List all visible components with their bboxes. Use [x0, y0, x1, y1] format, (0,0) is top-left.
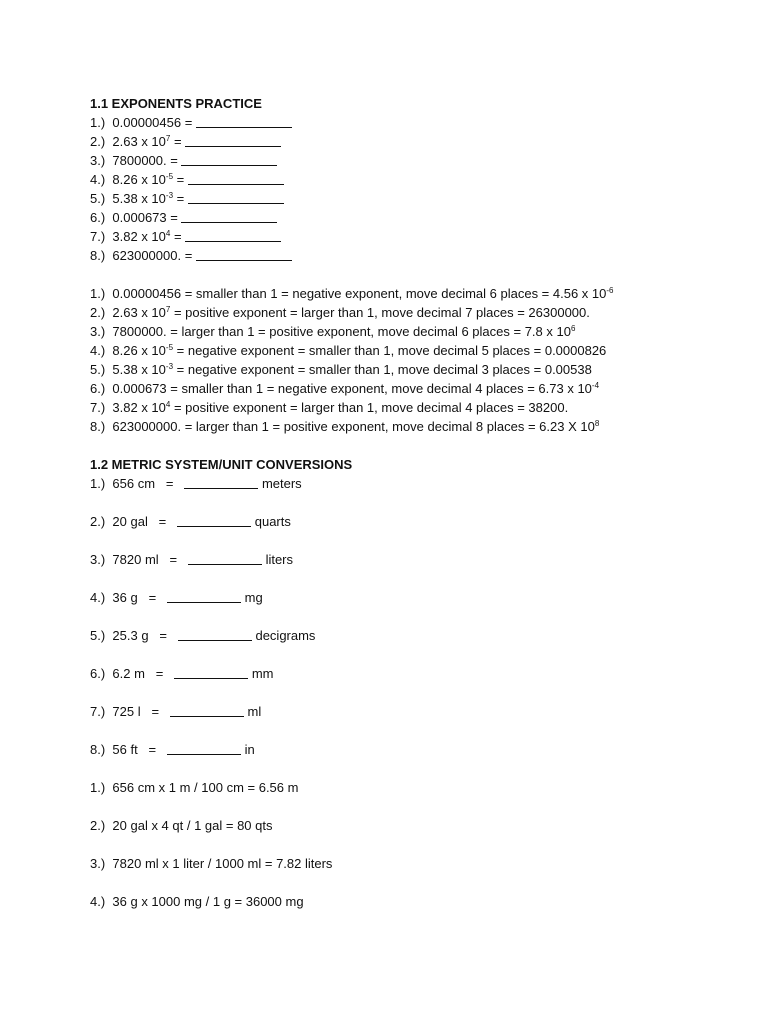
- question-value: 25.3 g: [112, 628, 149, 643]
- target-unit: ml: [247, 704, 262, 719]
- question-number: 4.): [90, 172, 106, 187]
- answer-number: 4.): [90, 894, 106, 909]
- question-number: 6.): [90, 210, 106, 225]
- exponent-superscript: -5: [165, 343, 174, 352]
- answer-number: 1.): [90, 780, 106, 795]
- conversion-question: [90, 512, 730, 531]
- question-text: 0.000673 =: [112, 210, 178, 225]
- answer-blank[interactable]: [170, 705, 244, 717]
- answer-text: 0.00000456 = smaller than 1 = negative exponent, move decimal 6 places = 4.56 x 10: [112, 286, 607, 301]
- exponent-superscript: 7: [165, 305, 171, 314]
- answer-text-continued: = positive exponent = larger than 1, move decimal 7 places = 26300000.: [170, 305, 590, 320]
- answer-text: 7820 ml x 1 liter / 1000 ml = 7.82 liters: [112, 856, 333, 871]
- question-number: 7.): [90, 229, 106, 244]
- exponent-superscript: -6: [606, 286, 614, 295]
- answer-number: 3.): [90, 856, 106, 871]
- answer-text: 5.38 x 10: [112, 362, 166, 377]
- answer-text: 623000000. = larger than 1 = positive exponent, move decimal 8 places = 6.23 X 10: [112, 419, 595, 434]
- exponent-question: [90, 113, 730, 132]
- answer-text-continued: = negative exponent = smaller than 1, move decimal 3 places = 0.00538: [173, 362, 592, 377]
- question-number: 1.): [90, 115, 106, 130]
- target-unit: quarts: [254, 514, 291, 529]
- question-number: 2.): [90, 134, 106, 149]
- exponents-heading: 1.1 EXPONENTS PRACTICE: [90, 96, 262, 111]
- question-value: 6.2 m: [112, 666, 145, 681]
- spacer: [90, 531, 730, 550]
- exponent-superscript: 4: [165, 400, 171, 409]
- exponent-answer: [90, 417, 730, 436]
- answer-number: 3.): [90, 324, 106, 339]
- question-text: 5.38 x 10: [112, 191, 166, 206]
- conversion-answers-list: [90, 778, 730, 911]
- exponent-question: [90, 132, 730, 151]
- answer-number: 5.): [90, 362, 106, 377]
- worksheet-content: [90, 94, 730, 911]
- question-number: 6.): [90, 666, 106, 681]
- answer-text: 2.63 x 10: [112, 305, 166, 320]
- equals-sign: =: [158, 514, 167, 529]
- target-unit: decigrams: [255, 628, 316, 643]
- conversion-question: [90, 474, 730, 493]
- answer-text-continued: = negative exponent = smaller than 1, move decimal 5 places = 0.0000826: [173, 343, 607, 358]
- answer-text: 7800000. = larger than 1 = positive exponent, move decimal 6 places = 7.8 x 10: [112, 324, 571, 339]
- exponent-question: [90, 208, 730, 227]
- answer-blank[interactable]: [196, 249, 292, 261]
- answer-blank[interactable]: [188, 553, 262, 565]
- answer-text-continued: = positive exponent = larger than 1, move decimal 4 places = 38200.: [170, 400, 569, 415]
- answer-blank[interactable]: [178, 629, 252, 641]
- exponent-superscript: 7: [165, 134, 171, 143]
- question-number: 3.): [90, 153, 106, 168]
- exponent-question: [90, 246, 730, 265]
- answer-blank[interactable]: [177, 515, 251, 527]
- answer-text: 36 g x 1000 mg / 1 g = 36000 mg: [112, 894, 304, 909]
- exponent-answer: [90, 341, 730, 360]
- exponent-superscript: -3: [165, 191, 174, 200]
- conversion-question: [90, 588, 730, 607]
- question-number: 5.): [90, 628, 106, 643]
- spacer: [90, 493, 730, 512]
- equals-sign: =: [169, 552, 178, 567]
- spacer: [90, 835, 730, 854]
- question-value: 20 gal: [112, 514, 148, 529]
- exponent-answer: [90, 379, 730, 398]
- target-unit: in: [244, 742, 255, 757]
- equals-sign: =: [148, 590, 157, 605]
- exponent-answer: [90, 322, 730, 341]
- answer-blank[interactable]: [188, 192, 284, 204]
- question-number: 2.): [90, 514, 106, 529]
- question-number: 7.): [90, 704, 106, 719]
- answer-blank[interactable]: [185, 230, 281, 242]
- question-value: 725 l: [112, 704, 141, 719]
- question-text-suffix: =: [170, 134, 182, 149]
- answer-blank[interactable]: [167, 743, 241, 755]
- question-number: 3.): [90, 552, 106, 567]
- question-text: 3.82 x 10: [112, 229, 166, 244]
- conversion-question: [90, 626, 730, 645]
- conversion-answer: [90, 892, 730, 911]
- question-text-suffix: =: [170, 229, 182, 244]
- equals-sign: =: [151, 704, 160, 719]
- exponent-superscript: -4: [591, 381, 600, 390]
- spacer: [90, 683, 730, 702]
- question-value: 656 cm: [112, 476, 156, 491]
- conversion-questions-list: [90, 474, 730, 778]
- answer-text: 20 gal x 4 qt / 1 gal = 80 qts: [112, 818, 273, 833]
- conversion-question: [90, 664, 730, 683]
- spacer: [90, 436, 730, 455]
- answer-blank[interactable]: [181, 154, 277, 166]
- equals-sign: =: [148, 742, 157, 757]
- question-text: 7800000. =: [112, 153, 178, 168]
- conversion-answer: [90, 816, 730, 835]
- target-unit: mm: [251, 666, 274, 681]
- conversion-question: [90, 740, 730, 759]
- target-unit: mg: [244, 590, 263, 605]
- conversion-question: [90, 702, 730, 721]
- answer-text: 3.82 x 10: [112, 400, 166, 415]
- exponent-answer: [90, 303, 730, 322]
- question-text-suffix: =: [173, 172, 185, 187]
- exponent-answer: [90, 284, 730, 303]
- answer-blank[interactable]: [185, 135, 281, 147]
- question-number: 1.): [90, 476, 106, 491]
- question-number: 4.): [90, 590, 106, 605]
- answer-blank[interactable]: [181, 211, 277, 223]
- question-text-suffix: =: [173, 191, 185, 206]
- answer-text: 0.000673 = smaller than 1 = negative exponent, move decimal 4 places = 6.73 x 10: [112, 381, 592, 396]
- metric-conversions-heading: 1.2 METRIC SYSTEM/UNIT CONVERSIONS: [90, 457, 353, 472]
- target-unit: meters: [261, 476, 302, 491]
- question-number: 8.): [90, 248, 106, 263]
- answer-blank[interactable]: [174, 667, 248, 679]
- answer-number: 2.): [90, 818, 106, 833]
- question-text: 0.00000456 =: [112, 115, 193, 130]
- exponent-superscript: -5: [165, 172, 174, 181]
- question-text: 623000000. =: [112, 248, 193, 263]
- answer-blank[interactable]: [196, 116, 292, 128]
- question-value: 36 g: [112, 590, 138, 605]
- equals-sign: =: [159, 628, 167, 643]
- exponent-superscript: -3: [165, 362, 174, 371]
- exponent-question: [90, 151, 730, 170]
- spacer: [90, 607, 730, 626]
- answer-number: 4.): [90, 343, 106, 358]
- answer-number: 6.): [90, 381, 106, 396]
- exponent-answer: [90, 398, 730, 417]
- exponent-question: [90, 170, 730, 189]
- conversion-answer: [90, 854, 730, 873]
- answer-blank[interactable]: [184, 477, 258, 489]
- exponent-superscript: 6: [570, 324, 576, 333]
- exponent-answer: [90, 360, 730, 379]
- answer-text: 656 cm x 1 m / 100 cm = 6.56 m: [112, 780, 299, 795]
- question-text: 8.26 x 10: [112, 172, 166, 187]
- question-number: 8.): [90, 742, 106, 757]
- question-number: 5.): [90, 191, 106, 206]
- exponent-answers-list: [90, 284, 730, 436]
- answer-blank[interactable]: [167, 591, 241, 603]
- spacer: [90, 265, 730, 284]
- exponent-questions-list: [90, 113, 730, 265]
- answer-number: 1.): [90, 286, 106, 301]
- answer-number: 2.): [90, 305, 106, 320]
- spacer: [90, 569, 730, 588]
- target-unit: liters: [265, 552, 294, 567]
- spacer: [90, 797, 730, 816]
- spacer: [90, 721, 730, 740]
- answer-blank[interactable]: [188, 173, 284, 185]
- question-value: 56 ft: [112, 742, 138, 757]
- equals-sign: =: [155, 666, 164, 681]
- exponent-superscript: 8: [594, 419, 600, 428]
- exponent-question: [90, 189, 730, 208]
- spacer: [90, 759, 730, 778]
- conversion-question: [90, 550, 730, 569]
- equals-sign: =: [165, 476, 174, 491]
- question-text: 2.63 x 10: [112, 134, 166, 149]
- answer-number: 7.): [90, 400, 106, 415]
- question-value: 7820 ml: [112, 552, 159, 567]
- spacer: [90, 873, 730, 892]
- spacer: [90, 645, 730, 664]
- conversion-answer: [90, 778, 730, 797]
- answer-number: 8.): [90, 419, 106, 434]
- exponent-superscript: 4: [165, 229, 171, 238]
- answer-text: 8.26 x 10: [112, 343, 166, 358]
- exponent-question: [90, 227, 730, 246]
